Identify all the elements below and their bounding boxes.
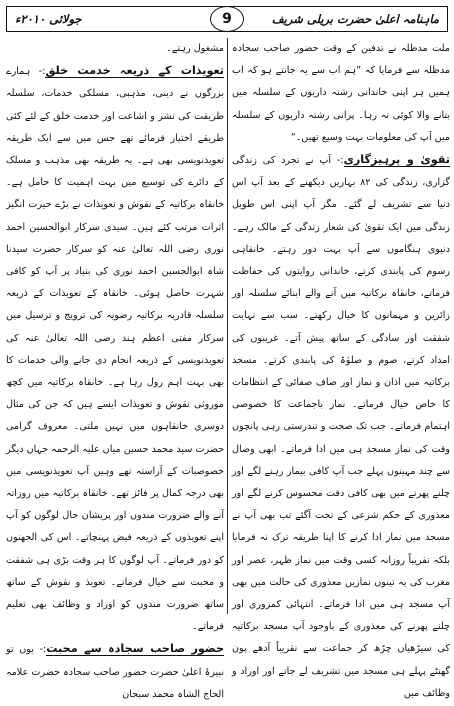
column-divider — [227, 38, 228, 614]
taqwa-paragraph — [232, 149, 450, 705]
mashghool-line: مشغول رہتے۔ — [166, 43, 224, 54]
taqwa-text: :- آپ نے تجرد کی زندگی گزاری، زندگی کی ۸۲ بہاریں دیکھنے کے بعد آپ اس دنیا سے تشریف لے گئے۔ مگر آپ اپنی اس طویل زندگی میں ایک تقویٰ کی شعار زندگی کے مالک رہے۔ دنیوی ہنگاموں سے آپ بہت دور رہتے۔ خانقاہی رسوم کی پابندی کرتے، خاندانی روایتوں کی حفاظت فرماتے، خانقاہ برکاتیہ میں آنے والے ابنائے سلسلہ اور زائرین و مہمانوں کا خیال رکھتے۔ سب سے نہایت شفقت اور سادگی کے ساتھ پیش آتے۔ غریبوں کی امداد کرتے، صوم و صلوٰۃ کی پابندی کرتے۔ مسجد برکاتیہ میں اذان و نماز اور صاف صفائی کے انتظامات کا خاص خیال فرماتے۔ نماز باجماعت کا خصوصی اہتمام فرماتے۔ جب تک صحت و تندرستی رہی پانچوں وقت کی نماز مسجد ہی میں ادا فرماتے۔ ابھی وصال سے چند مہینوں پہلے جب آپ کافی بیمار رہنے لگے اور چلنے پھرنے میں بھی کافی دقت محسوس کرنے لگے اور معذوری کے حکم شرعی کے تحت آگئے تب بھی آپ نے مسجد میں نماز ادا کرنے کا اپنا طریقہ ترک نہ فرمایا بلکہ تقریباً روزانہ کسی وقت میں نماز ظہر، عصر اور مغرب کی یہ تینوں نمازیں معذوری کی حالت میں بھی آپ مسجد ہی میں ادا فرماتے۔ انتہائی کمزوری اور چلنے پھرنے کی معذوری کے باوجود آپ مسجد برکاتیہ کی سیڑھیاں چڑھ کر جماعت سے تقریباً آدھے پون گھنٹے پہلے ہی مسجد میں تشریف لے جاتے اور اوراد و وظائف میں — [232, 155, 450, 699]
love-heading: حضور صاحب سجادہ سے محبت — [46, 642, 225, 656]
intro-paragraph: ملت مدظلہ نے تدفین کے وقت حضور صاحب سجادہ مدظلہ سے فرمایا کہ ”ہم اب سے یہ جانتے ہو کہ اب ہمیں ہر اپنی خاندانی رشتہ داریوں کے سلسلہ میں بتانے والا کوئی نہ رہا۔ پرانی رشتہ داریوں کے سلسلہ میں آپ کی معلومات بہت وسیع تھیں۔“ — [232, 43, 450, 143]
taqwa-heading: تقویٰ و پرہیزگاری — [343, 153, 451, 167]
page-header — [6, 6, 448, 32]
right-column — [232, 38, 451, 699]
left-column — [6, 38, 225, 700]
taweez-paragraph — [6, 60, 224, 638]
love-paragraph — [6, 638, 224, 706]
page-number: 9 — [210, 6, 244, 32]
love-text: :- یوں تو نبیرۂ اعلیٰ حضرت حضور صاحب سجادہ حضرت علامہ الحاج الشاہ محمد سبحان — [6, 644, 224, 700]
issue-date: جولائی ۲۰۱۰ء — [15, 12, 82, 26]
taweez-text: :- ہمارے بزرگوں نے دینی، مذہبی، مسلکی خدمات، سلسلہ طریقت کی نشر و اشاعت اور خدمت خلق کے لئے کئی طریقے اختیار فرمائے تھے جس میں سے ایک طریقہ تعویذنویسی بھی ہے۔ یہ طریقہ بھی مذہب و مسلک کے دائرے کی توسیع میں بہت اہمیت کا حامل ہے۔ خانقاہ برکاتیہ کے نقوش و تعویذات نے بڑے حیرت انگیز اثرات مرتب کئے ہیں۔ سیدی سرکار ابوالحسین احمد نوری رضی اللہ تعالیٰ عنہ کو سرکار حضرت سیدنا شاہ ابوالحسین احمد نوری کی بنیاد پر آپ کو کافی شہرت حاصل ہوئی۔ خانقاہ کے تعویذات کے ذریعہ سلسلہ قادریہ برکاتیہ رضویہ کی ترویج و ترسیل میں سرکار مفتی اعظم ہند رضی اللہ تعالیٰ عنہ کی تعویذنویسی کے ذریعہ انجام دی جانے والی خدمات کا بھی بہت اہم رول رہا ہے۔ خانقاہ برکاتیہ میں کچھ موروثی نقوش و تعویذات ایسے ہیں کہ جن کی مثال دوسری خانقاہوں میں نہیں ملتی۔ معروف گرامی حضرت سید محمد حسین میاں علیہ الرحمہ جہاں دیگر خصوصیات کے آراستہ تھے وہیں آپ تعویذنویسی میں بھی درجہ کمال پر فائز تھے۔ خانقاہ برکاتیہ میں روزانہ آنے والے ضرورت مندوں اور پریشان حال لوگوں کو آپ اپنے تعویذوں کے ذریعہ فیض پہنچاتے۔ اس کی الجھنوں کو دور فرماتے۔ آپ لوگوں کا ہر وقت بڑی ہی شفقت و محبت سے خیال فرماتے۔ تعویذ و نقوش کے ساتھ ساتھ ضرورت مندوں کو اوراد و وظائف بھی تعلیم فرماتے۔ — [6, 66, 224, 633]
taweez-heading: تعویذات کے ذریعہ خدمت خلق — [45, 64, 224, 78]
magazine-title: ماہنامہ اعلیٰ حضرت بریلی شریف — [271, 12, 439, 26]
